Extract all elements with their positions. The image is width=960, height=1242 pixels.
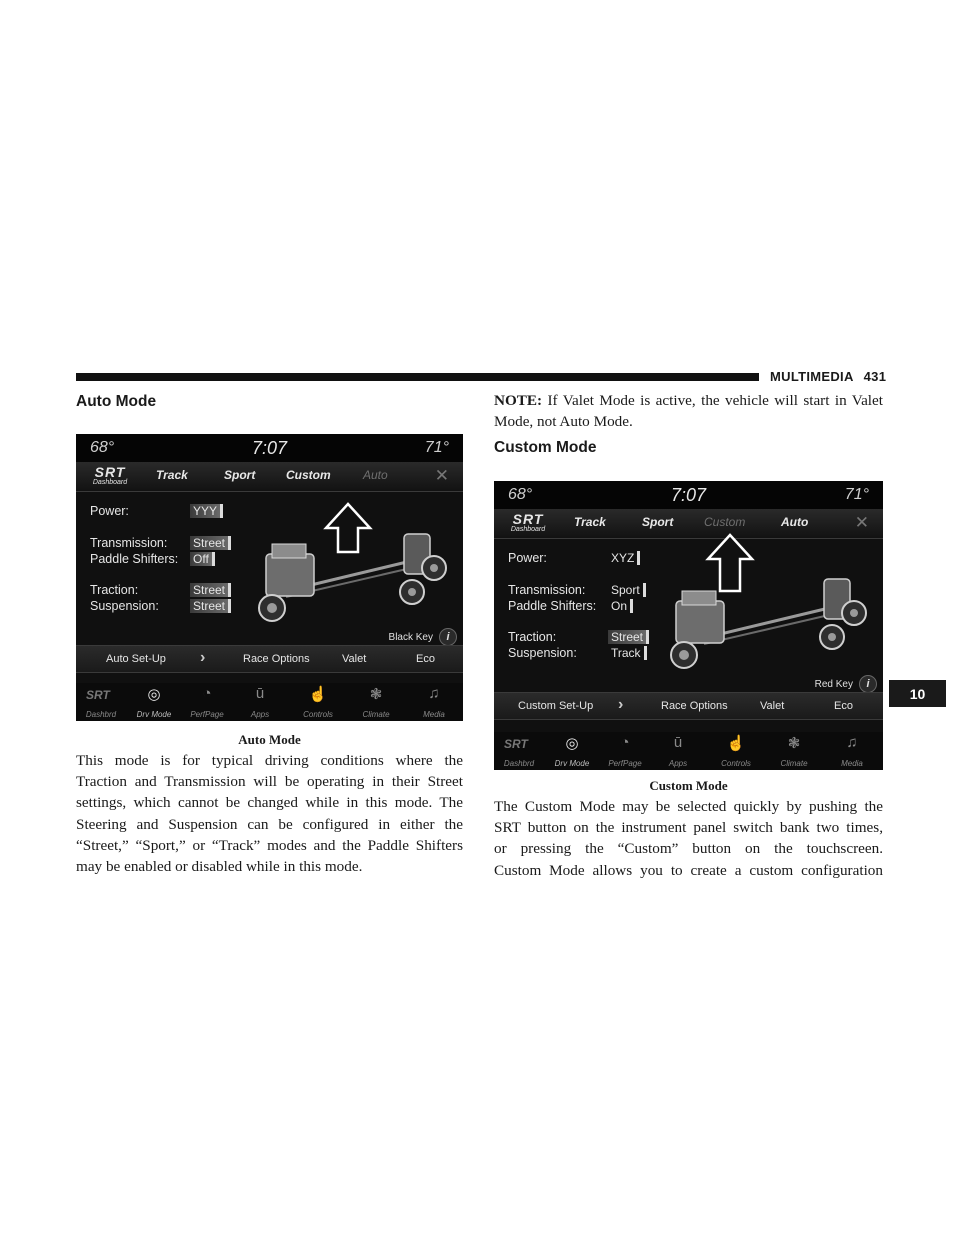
chassis-illustration <box>236 496 456 636</box>
music-note-icon[interactable]: ♫ <box>428 685 440 702</box>
tab-sport[interactable]: Sport <box>224 468 256 482</box>
climate-icon[interactable]: ❃ <box>369 686 383 703</box>
auto-mode-body: This mode is for typical driving conditions where the Traction and Transmission will be operating in their Street settings, which cannot be changed while in this mode. The Steering and Suspension can be configured in either the “Street,” “Sport,” or “Track” modes and the Paddle Shifters may be enabled or disabled while in this mode. <box>76 752 463 875</box>
dock-srt-logo: SRT <box>86 688 110 702</box>
dock-apps-label[interactable]: Apps <box>668 759 688 768</box>
dock-media-label[interactable]: Media <box>841 759 863 768</box>
dock-media-label[interactable]: Media <box>423 710 445 719</box>
arrow-up-icon <box>326 504 370 552</box>
custom-setup-button[interactable]: Custom Set-Up <box>518 700 594 712</box>
auto-mode-caption: Auto Mode <box>238 732 301 747</box>
tab-sport[interactable]: Sport <box>642 515 674 529</box>
custom-mode-body: The Custom Mode may be selected quickly by pushing the SRT button on the instrument panel switch bank two times, or pressing the “Custom” button on the touchscreen. Custom Mode allows you to create a custom configuration <box>494 798 883 879</box>
key-label: Black Key <box>388 631 433 643</box>
key-label: Red Key <box>814 678 853 690</box>
tab-track[interactable]: Track <box>574 515 606 529</box>
auto-mode-screenshot: 68° 7:07 71° SRT Dashboard Track Sport Custom Auto ✕ Power: YYY Transmission: Street Paddle Shifters: Off Traction: Street Suspension: Street Black Key i Auto Set-Up › Race Options Valet Eco SRT Dashbrd ◎ Drv Mode ◔ PerfPage ū Apps ☝ Controls ❃ Climate ♫ Media <box>76 434 463 721</box>
tab-custom[interactable]: Custom <box>286 468 331 482</box>
srt-dashboard-logo[interactable]: SRT Dashboard <box>510 511 546 533</box>
tab-custom[interactable]: Custom <box>704 515 746 529</box>
left-temperature: 68° <box>508 486 533 503</box>
chevron-right-icon[interactable]: › <box>618 696 624 713</box>
eco-button[interactable]: Eco <box>416 653 435 665</box>
clock: 7:07 <box>251 438 288 458</box>
controls-hand-icon[interactable]: ☝ <box>308 686 328 703</box>
left-temperature: 68° <box>90 439 115 456</box>
section-title: MULTIMEDIA <box>770 369 854 384</box>
tab-track[interactable]: Track <box>156 468 188 482</box>
race-options-button[interactable]: Race Options <box>243 653 310 665</box>
dock-apps-label[interactable]: Apps <box>250 710 270 719</box>
valet-button[interactable]: Valet <box>760 700 785 712</box>
dock-perfpage-label[interactable]: PerfPage <box>190 710 224 719</box>
arrow-up-icon <box>708 535 752 591</box>
steering-wheel-icon[interactable]: ◎ <box>147 686 161 703</box>
valet-button[interactable]: Valet <box>342 653 367 665</box>
music-note-icon[interactable]: ♫ <box>846 734 858 751</box>
mode-tab-bar <box>76 462 463 492</box>
steering-wheel-icon[interactable]: ◎ <box>565 735 579 752</box>
close-icon[interactable]: ✕ <box>434 466 449 485</box>
action-bar <box>494 692 883 720</box>
dock-dashbrd-label[interactable]: Dashbrd <box>503 759 535 768</box>
dock-drv-mode-label[interactable]: Drv Mode <box>136 710 172 719</box>
dock-climate-label[interactable]: Climate <box>362 710 390 719</box>
auto-setup-button[interactable]: Auto Set-Up <box>106 653 166 665</box>
key-badge <box>389 628 457 646</box>
climate-icon[interactable]: ❃ <box>787 735 801 752</box>
paddle-shifters-value: Off <box>190 552 215 566</box>
custom-mode-screenshot: 68° 7:07 71° SRT Dashboard Track Sport Custom Auto ✕ Power: XYZ Transmission: Sport Paddle Shifters: On Traction: Street Suspension: Track Red Key i Custom Set-Up › Race Options Valet Eco SRT Dashbrd ◎ Drv Mode ◔ PerfPage ū Apps ☝ Controls ❃ Climate ♫ Media <box>494 481 883 770</box>
note-label: NOTE: <box>494 392 543 409</box>
dock-drv-mode-label[interactable]: Drv Mode <box>554 759 590 768</box>
power-value: XYZ <box>608 551 640 565</box>
header-rule <box>76 373 759 381</box>
close-icon[interactable]: ✕ <box>854 513 869 532</box>
dock-perfpage-label[interactable]: PerfPage <box>608 759 642 768</box>
custom-mode-caption: Custom Mode <box>649 778 728 793</box>
auto-mode-heading: Auto Mode <box>76 393 157 410</box>
apps-icon[interactable]: ū <box>673 734 683 751</box>
dock-climate-label[interactable]: Climate <box>780 759 808 768</box>
chevron-right-icon[interactable]: › <box>200 649 206 666</box>
suspension-value: Track <box>608 646 647 660</box>
gauge-icon[interactable]: ◔ <box>620 734 630 751</box>
right-temperature: 71° <box>424 439 449 456</box>
status-bar <box>494 481 883 509</box>
power-value: YYY <box>190 504 223 518</box>
traction-value: Street <box>190 583 231 597</box>
dock-srt-logo: SRT <box>504 737 528 751</box>
dock-controls-label[interactable]: Controls <box>303 710 333 719</box>
transmission-value: Sport <box>608 583 646 597</box>
clock: 7:07 <box>670 485 707 505</box>
controls-hand-icon[interactable]: ☝ <box>726 735 746 752</box>
race-options-button[interactable]: Race Options <box>661 700 728 712</box>
action-bar <box>76 645 463 673</box>
tab-auto[interactable]: Auto <box>363 468 388 482</box>
right-temperature: 71° <box>844 486 869 503</box>
info-icon[interactable]: i <box>859 675 877 693</box>
chapter-tab: 10 <box>889 680 946 707</box>
transmission-value: Street <box>190 536 231 550</box>
dock-controls-label[interactable]: Controls <box>721 759 751 768</box>
srt-dashboard-logo[interactable]: SRT Dashboard <box>92 464 128 486</box>
running-header <box>770 369 886 384</box>
custom-mode-heading: Custom Mode <box>494 439 597 456</box>
gauge-icon[interactable]: ◔ <box>202 685 212 702</box>
page-number: 431 <box>863 369 887 384</box>
info-icon[interactable]: i <box>439 628 457 646</box>
paddle-shifters-value: On <box>608 599 633 613</box>
traction-value: Street <box>608 630 649 644</box>
status-bar <box>76 434 463 462</box>
suspension-value: Street <box>190 599 231 613</box>
eco-button[interactable]: Eco <box>834 700 853 712</box>
bottom-dock <box>494 732 883 770</box>
tab-auto[interactable]: Auto <box>781 515 809 529</box>
dock-dashbrd-label[interactable]: Dashbrd <box>85 710 117 719</box>
bottom-dock <box>76 683 463 721</box>
valet-note: NOTE: If Valet Mode is active, the vehicle will start in Valet Mode, not Auto Mode. <box>494 392 883 431</box>
chassis-illustration <box>654 533 874 683</box>
apps-icon[interactable]: ū <box>255 685 265 702</box>
key-badge <box>815 675 877 693</box>
